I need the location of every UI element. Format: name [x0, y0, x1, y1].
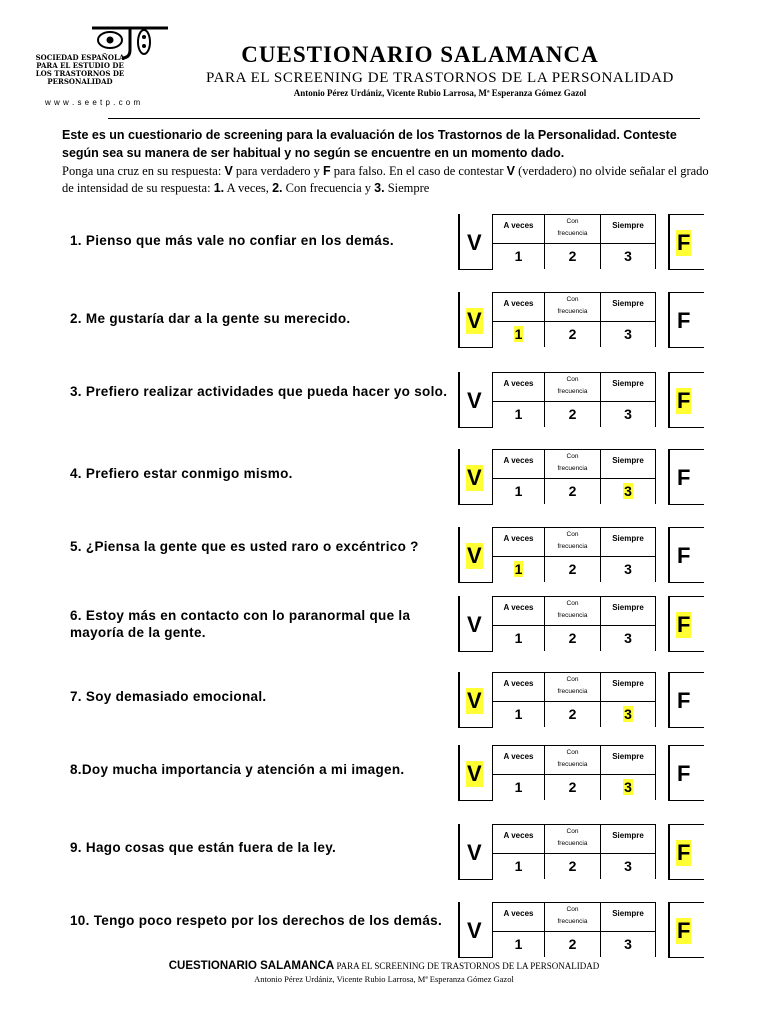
- intensity-option-3[interactable]: 3: [624, 561, 632, 577]
- page-subtitle: PARA EL SCREENING DE TRASTORNOS DE LA PERSONALIDAD: [206, 70, 674, 86]
- grid-divider: [493, 931, 656, 932]
- false-option[interactable]: F: [677, 840, 691, 865]
- intensity-option-1[interactable]: 1: [514, 630, 523, 646]
- intensity-col-frequently[interactable]: [545, 528, 601, 582]
- intensity-col-sometimes[interactable]: [493, 450, 545, 504]
- intensity-col-frequently[interactable]: [545, 450, 601, 504]
- intensity-option-3[interactable]: 3: [624, 936, 632, 952]
- true-option[interactable]: V: [467, 840, 482, 865]
- intensity-grid: [492, 372, 656, 428]
- intensity-option-1[interactable]: 1: [514, 248, 523, 264]
- intensity-grid: [492, 745, 656, 801]
- intensity-col-sometimes[interactable]: [493, 597, 545, 651]
- col-label-sometimes: A veces: [503, 534, 534, 543]
- intensity-col-frequently[interactable]: [545, 597, 601, 651]
- intro-paragraph-2: Ponga una cruz en su respuesta: V para verdadero y F para falso. En el caso de contestar V (verdadero) no olvide señalar el grado de intensidad de su respuesta: 1. A veces, 2. Con frecuencia y 3. Siempre: [62, 164, 709, 195]
- col-label-frequently: Con frecuencia: [557, 749, 588, 768]
- col-label-always: Siempre: [612, 456, 644, 465]
- question-text: 1. Pienso que más vale no confiar en los demás.: [70, 233, 394, 248]
- col-label-frequently: Con frecuencia: [557, 218, 588, 237]
- intensity-option-2[interactable]: 2: [568, 858, 577, 874]
- grid-divider: [493, 625, 656, 626]
- intensity-option-2[interactable]: 2: [568, 483, 577, 499]
- col-label-sometimes: A veces: [503, 603, 534, 612]
- intensity-option-3[interactable]: 3: [624, 706, 632, 722]
- col-label-sometimes: A veces: [503, 679, 534, 688]
- intensity-option-2[interactable]: 2: [568, 326, 577, 342]
- true-option[interactable]: V: [467, 688, 482, 713]
- intensity-option-1[interactable]: 1: [514, 858, 523, 874]
- intensity-grid: [492, 824, 656, 880]
- intensity-option-3[interactable]: 3: [624, 630, 632, 646]
- col-label-always: Siempre: [612, 909, 644, 918]
- intensity-grid: [492, 672, 656, 728]
- seetp-logo: [30, 24, 170, 114]
- intensity-option-1[interactable]: 1: [514, 483, 523, 499]
- grid-divider: [493, 401, 656, 402]
- false-option[interactable]: F: [677, 388, 691, 413]
- intensity-option-1[interactable]: 1: [514, 561, 523, 577]
- intensity-col-sometimes[interactable]: [493, 903, 545, 957]
- intensity-col-always[interactable]: [601, 746, 656, 800]
- intensity-grid: [492, 449, 656, 505]
- false-option[interactable]: F: [677, 761, 691, 786]
- question-text: 6. Estoy más en contacto con lo paranormal que la mayoría de la gente.: [70, 608, 411, 640]
- intensity-col-always[interactable]: [601, 528, 656, 582]
- false-option[interactable]: F: [677, 688, 691, 713]
- question-text: 8.Doy mucha importancia y atención a mi imagen.: [70, 762, 405, 777]
- grid-divider: [493, 853, 656, 854]
- intro-paragraph-1: Este es un cuestionario de screening para la evaluación de los Trastornos de la Personalidad. Conteste según sea su manera de ser habitual y no según se encuentre en un momento dado.: [62, 128, 677, 160]
- col-label-frequently: Con frecuencia: [557, 296, 588, 315]
- intensity-col-always[interactable]: [601, 597, 656, 651]
- col-label-frequently: Con frecuencia: [557, 531, 588, 550]
- col-label-always: Siempre: [612, 831, 644, 840]
- col-label-frequently: Con frecuencia: [557, 906, 588, 925]
- intensity-grid: [492, 292, 656, 348]
- intensity-col-always[interactable]: [601, 903, 656, 957]
- intensity-col-frequently[interactable]: [545, 373, 601, 427]
- true-option[interactable]: V: [467, 308, 482, 333]
- question-text: 3. Prefiero realizar actividades que pueda hacer yo solo.: [70, 384, 448, 399]
- grid-divider: [493, 321, 656, 322]
- question-text: 10. Tengo poco respeto por los derechos de los demás.: [70, 913, 442, 928]
- intensity-option-1[interactable]: 1: [514, 326, 523, 342]
- grid-divider: [493, 478, 656, 479]
- intensity-option-1[interactable]: 1: [514, 936, 523, 952]
- col-label-always: Siempre: [612, 752, 644, 761]
- true-option[interactable]: V: [467, 388, 482, 413]
- col-label-sometimes: A veces: [503, 831, 534, 840]
- intensity-col-always[interactable]: [601, 825, 656, 879]
- intensity-col-frequently[interactable]: [545, 673, 601, 727]
- intensity-option-2[interactable]: 2: [568, 406, 577, 422]
- col-label-always: Siempre: [612, 379, 644, 388]
- false-option[interactable]: F: [677, 918, 691, 943]
- intensity-col-always[interactable]: [601, 673, 656, 727]
- page-title: CUESTIONARIO SALAMANCA: [241, 42, 599, 67]
- intensity-option-3[interactable]: 3: [624, 483, 632, 499]
- col-label-sometimes: A veces: [503, 456, 534, 465]
- footer-title: CUESTIONARIO SALAMANCA PARA EL SCREENING DE TRASTORNOS DE LA PERSONALIDAD: [168, 960, 600, 972]
- col-label-frequently: Con frecuencia: [557, 453, 588, 472]
- intensity-option-2[interactable]: 2: [568, 936, 577, 952]
- col-label-always: Siempre: [612, 679, 644, 688]
- intensity-col-always[interactable]: [601, 373, 656, 427]
- col-label-sometimes: A veces: [503, 752, 534, 761]
- false-option[interactable]: F: [677, 230, 691, 255]
- false-option[interactable]: F: [677, 612, 691, 637]
- true-option[interactable]: V: [467, 918, 482, 943]
- intensity-grid: [492, 596, 656, 652]
- intensity-grid: [492, 527, 656, 583]
- intensity-col-frequently[interactable]: [545, 825, 601, 879]
- false-option[interactable]: F: [677, 308, 691, 333]
- website-link[interactable]: w w w . s e e t p . c o m: [45, 98, 141, 107]
- intensity-option-3[interactable]: 3: [624, 779, 632, 795]
- intensity-option-3[interactable]: 3: [624, 406, 632, 422]
- authors: Antonio Pérez Urdániz, Vicente Rubio Larrosa, Mª Esperanza Gómez Gazol: [293, 88, 587, 98]
- col-label-frequently: Con frecuencia: [557, 828, 588, 847]
- intensity-col-always[interactable]: [601, 293, 656, 347]
- false-option[interactable]: F: [677, 465, 691, 490]
- intensity-col-sometimes[interactable]: [493, 528, 545, 582]
- intensity-col-sometimes[interactable]: [493, 673, 545, 727]
- intensity-option-2[interactable]: 2: [568, 561, 577, 577]
- col-label-always: Siempre: [612, 534, 644, 543]
- intensity-col-frequently[interactable]: [545, 215, 601, 269]
- true-option[interactable]: V: [467, 543, 482, 568]
- grid-divider: [493, 243, 656, 244]
- intensity-option-2[interactable]: 2: [568, 706, 577, 722]
- intensity-option-3[interactable]: 3: [624, 858, 632, 874]
- intensity-col-frequently[interactable]: [545, 903, 601, 957]
- intensity-grid: [492, 902, 656, 958]
- question-text: 4. Prefiero estar conmigo mismo.: [70, 466, 293, 481]
- intensity-option-1[interactable]: 1: [514, 779, 523, 795]
- intensity-col-sometimes[interactable]: [493, 293, 545, 347]
- intensity-col-frequently[interactable]: [545, 293, 601, 347]
- intensity-option-2[interactable]: 2: [568, 248, 577, 264]
- intensity-option-1[interactable]: 1: [514, 706, 523, 722]
- intensity-col-frequently[interactable]: [545, 746, 601, 800]
- intensity-grid: [492, 214, 656, 270]
- logo-text: SOCIEDAD ESPAÑOLA PARA EL ESTUDIO DE LOS TRASTORNOS DE PERSONALIDAD: [35, 53, 125, 86]
- intensity-col-sometimes[interactable]: [493, 215, 545, 269]
- grid-divider: [493, 774, 656, 775]
- col-label-sometimes: A veces: [503, 221, 534, 230]
- col-label-sometimes: A veces: [503, 299, 534, 308]
- col-label-frequently: Con frecuencia: [557, 376, 588, 395]
- true-option[interactable]: V: [467, 230, 482, 255]
- true-option[interactable]: V: [467, 612, 482, 637]
- question-text: 5. ¿Piensa la gente que es usted raro o excéntrico ?: [70, 539, 419, 554]
- col-label-always: Siempre: [612, 299, 644, 308]
- intensity-col-sometimes[interactable]: [493, 373, 545, 427]
- col-label-frequently: Con frecuencia: [557, 600, 588, 619]
- intensity-option-1[interactable]: 1: [514, 406, 523, 422]
- question-text: 7. Soy demasiado emocional.: [70, 689, 267, 704]
- col-label-sometimes: A veces: [503, 379, 534, 388]
- intensity-option-3[interactable]: 3: [624, 248, 632, 264]
- footer-authors: Antonio Pérez Urdániz, Vicente Rubio Larrosa, Mª Esperanza Gómez Gazol: [254, 974, 514, 984]
- false-option[interactable]: F: [677, 543, 691, 568]
- col-label-frequently: Con frecuencia: [557, 676, 588, 695]
- intensity-col-always[interactable]: [601, 215, 656, 269]
- col-label-always: Siempre: [612, 221, 644, 230]
- intensity-col-sometimes[interactable]: [493, 746, 545, 800]
- intensity-col-always[interactable]: [601, 450, 656, 504]
- intensity-option-2[interactable]: 2: [568, 630, 577, 646]
- col-label-sometimes: A veces: [503, 909, 534, 918]
- grid-divider: [493, 701, 656, 702]
- header-divider: [108, 118, 700, 119]
- intensity-option-3[interactable]: 3: [624, 326, 632, 342]
- grid-divider: [493, 556, 656, 557]
- question-text: 2. Me gustaría dar a la gente su merecido.: [70, 311, 351, 326]
- col-label-always: Siempre: [612, 603, 644, 612]
- true-option[interactable]: V: [467, 761, 482, 786]
- question-text: 9. Hago cosas que están fuera de la ley.: [70, 840, 337, 855]
- intensity-col-sometimes[interactable]: [493, 825, 545, 879]
- intensity-option-2[interactable]: 2: [568, 779, 577, 795]
- true-option[interactable]: V: [467, 465, 482, 490]
